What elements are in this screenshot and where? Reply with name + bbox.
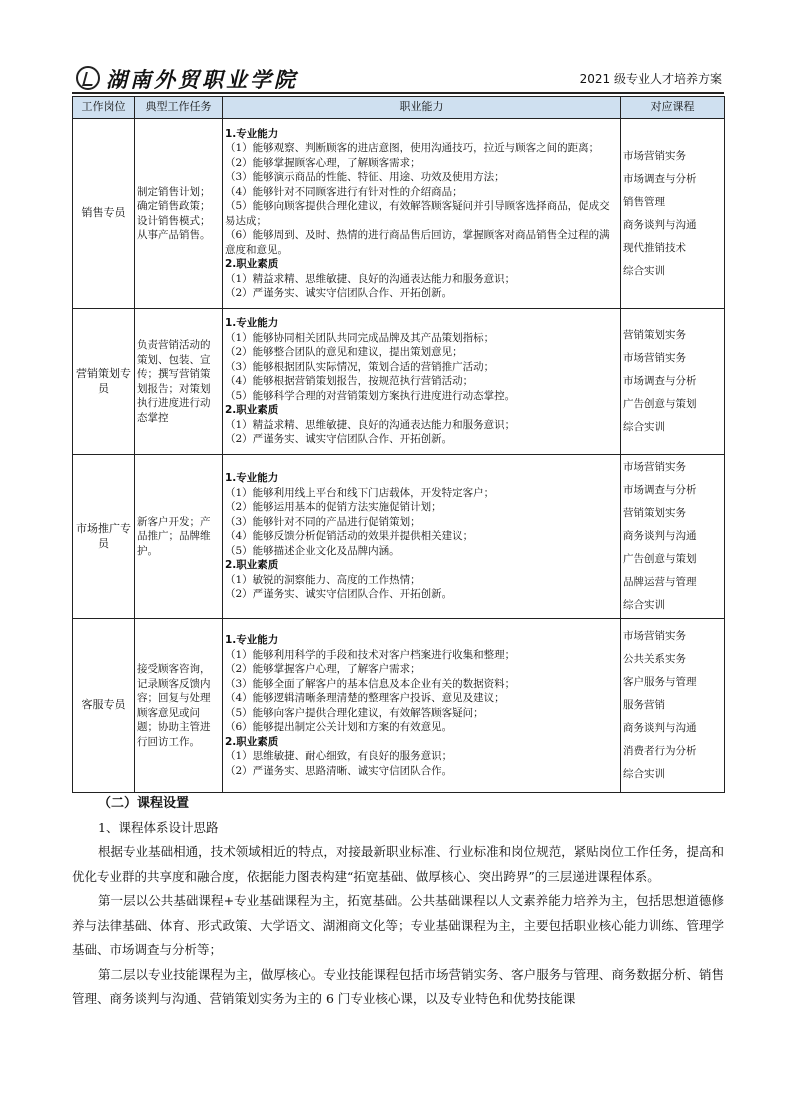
task-cell: 接受顾客咨询，记录顾客反馈内容；回复与处理顾客意见或问题；协助主管进行回访工作。	[135, 619, 223, 793]
course-item: 品牌运营与管理	[623, 576, 697, 588]
course-item: 销售管理	[623, 195, 665, 208]
course-item: 市场调查与分析	[623, 172, 697, 185]
header-divider	[72, 92, 724, 94]
ability-item: （2）严谨务实、诚实守信团队合作、开拓创新。	[225, 588, 453, 601]
ability-item: （2）能够掌握客户心理，了解客户需求；	[225, 663, 421, 675]
course-item: 消费者行为分析	[623, 745, 697, 757]
ability-item: （4）能够反馈分析促销活动的效果并提供相关建议；	[225, 530, 474, 543]
ability-item: （1）敏锐的洞察能力、高度的工作热情；	[225, 573, 421, 586]
table-row	[73, 455, 725, 619]
ability-item: （4）能够逻辑清晰条理清楚的整理客户投诉、意见及建议；	[225, 692, 505, 704]
school-logo-icon	[76, 66, 100, 90]
course-item: 营销策划实务	[623, 507, 686, 519]
ability-section-title: 2.职业素质	[225, 258, 279, 270]
course-item: 市场营销实务	[623, 149, 686, 162]
course-item: 市场调查与分析	[623, 375, 697, 387]
ability-item: （3）能够针对不同的产品进行促销策划；	[225, 515, 421, 528]
ability-item: （2）能够掌握顾客心理，了解顾客需求；	[225, 156, 421, 169]
table-row	[73, 119, 725, 309]
ability-item: （1）思维敏捷、耐心细致，有良好的服务意识；	[225, 750, 453, 762]
ability-item: （6）能够周到、及时、热情的进行商品售后回访，掌握顾客对商品销售全过程的满意度和意见。	[225, 229, 610, 256]
post-cell: 市场推广专员	[73, 455, 135, 619]
course-item: 客户服务与管理	[623, 676, 697, 688]
ability-section-title: 2.职业素质	[225, 559, 279, 572]
ability-item: （2）严谨务实、诚实守信团队合作、开拓创新。	[225, 433, 453, 446]
course-item: 综合实训	[623, 768, 665, 780]
table-header-row	[73, 97, 725, 119]
course-setting-section	[72, 792, 724, 1012]
ability-section-title: 1.专业能力	[225, 634, 279, 646]
course-cell	[621, 309, 725, 455]
table-row	[73, 619, 725, 793]
ability-item: （1）能够观察、判断顾客的进店意图，使用沟通技巧，拉近与顾客之间的距离；	[225, 142, 600, 154]
ability-cell	[223, 455, 621, 619]
course-item: 市场营销实务	[623, 352, 686, 364]
header-task: 典型工作任务	[135, 97, 223, 119]
ability-section-title: 1.专业能力	[225, 127, 279, 140]
school-name: 湖南外贸职业学院	[106, 67, 298, 92]
ability-cell	[223, 619, 621, 793]
ability-section-title: 2.职业素质	[225, 735, 279, 748]
plan-title: 2021 级专业人才培养方案	[579, 72, 722, 86]
paragraph: 根据专业基础相通，技术领域相近的特点，对接最新职业标准、行业标准和岗位规范，紧贴岗位工作任务，提高和优化专业群的共享度和融合度，依据能力图表构建“拓宽基础、做厚核心、突出跨界”的三层递进课程体系。	[72, 844, 724, 884]
ability-item: （2）能够运用基本的促销方法实施促销计划；	[225, 501, 442, 514]
course-item: 综合实训	[623, 421, 665, 433]
course-item: 广告创意与策划	[623, 553, 697, 565]
course-item: 营销策划实务	[623, 329, 686, 341]
ability-item: （5）能够向客户提供合理化建议，有效解答顾客疑问；	[225, 706, 484, 719]
course-item: 综合实训	[623, 264, 665, 277]
ability-item: （5）能够科学合理的对营销策划方案执行进度进行动态掌控。	[225, 389, 516, 402]
section-subheading: 1、课程体系设计思路	[98, 820, 219, 835]
job-ability-table	[72, 96, 725, 793]
post-cell: 客服专员	[73, 619, 135, 793]
ability-section-title: 1.专业能力	[225, 317, 279, 330]
course-item: 市场营销实务	[623, 630, 686, 642]
ability-item: （1）能够利用科学的手段和技术对客户档案进行收集和整理；	[225, 648, 516, 661]
course-item: 市场营销实务	[623, 461, 686, 473]
course-item: 商务谈判与沟通	[623, 530, 697, 542]
task-cell: 制定销售计划；确定销售政策；设计销售模式；从事产品销售。	[135, 119, 223, 309]
course-item: 公共关系实务	[623, 653, 686, 665]
ability-item: （2）能够整合团队的意见和建议，提出策划意见；	[225, 346, 463, 359]
ability-item: （1）能够利用线上平台和线下门店载体，开发特定客户；	[225, 486, 495, 499]
header-post: 工作岗位	[73, 97, 135, 119]
paragraph: 第一层以公共基础课程+专业基础课程为主，拓宽基础。公共基础课程以人文素养能力培养为主，包括思想道德修养与法律基础、体育、形式政策、大学语文、湖湘商文化等；专业基础课程为主，主要包括职业核心能力训练、管理学基础、市场调查与分析等；	[72, 893, 724, 957]
course-item: 现代推销技术	[623, 241, 686, 254]
section-heading: （二）课程设置	[98, 796, 190, 811]
ability-item: （5）能够描述企业文化及品牌内涵。	[225, 544, 400, 557]
course-item: 商务谈判与沟通	[623, 722, 697, 734]
ability-item: （1）精益求精、思维敏捷、良好的沟通表达能力和服务意识；	[225, 418, 516, 431]
header-course: 对应课程	[621, 97, 725, 119]
post-cell: 销售专员	[73, 119, 135, 309]
course-cell	[621, 619, 725, 793]
page-header	[72, 64, 724, 92]
ability-cell	[223, 119, 621, 309]
course-cell	[621, 119, 725, 309]
paragraph: 第二层以专业技能课程为主，做厚核心。专业技能课程包括市场营销实务、客户服务与管理、商务数据分析、销售管理、商务谈判与沟通、营销策划实务为主的 6 门专业核心课，以及专业特色和优势技能课	[72, 966, 724, 1006]
ability-item: （6）能够提出制定公关计划和方案的有效意见。	[225, 721, 453, 733]
task-cell: 负责营销活动的策划、包装、宣传；撰写营销策划报告；对策划执行进度进行动态掌控	[135, 309, 223, 455]
ability-section-title: 2.职业素质	[225, 404, 279, 417]
header-ability: 职业能力	[223, 97, 621, 119]
ability-cell	[223, 309, 621, 455]
ability-item: （2）严谨务实、诚实守信团队合作、开拓创新。	[225, 287, 453, 299]
ability-item: （1）精益求精、思维敏捷、良好的沟通表达能力和服务意识；	[225, 272, 516, 285]
post-cell: 营销策划专员	[73, 309, 135, 455]
ability-item: （4）能够针对不同顾客进行有针对性的介绍商品；	[225, 185, 463, 198]
ability-item: （3）能够全面了解客户的基本信息及本企业有关的数据资料；	[225, 677, 516, 690]
table-row	[73, 309, 725, 455]
task-cell: 新客户开发；产品推广；品牌维护。	[135, 455, 223, 619]
course-item: 综合实训	[623, 599, 665, 611]
course-item: 商务谈判与沟通	[623, 218, 697, 231]
ability-item: （2）严谨务实、思路清晰、诚实守信团队合作。	[225, 764, 453, 777]
ability-item: （3）能够演示商品的性能、特征、用途、功效及使用方法；	[225, 171, 505, 183]
ability-item: （1）能够协同相关团队共同完成品牌及其产品策划指标；	[225, 331, 495, 344]
ability-item: （3）能够根据团队实际情况，策划合适的营销推广活动；	[225, 360, 495, 373]
course-item: 市场调查与分析	[623, 484, 697, 496]
course-cell	[621, 455, 725, 619]
ability-section-title: 1.专业能力	[225, 472, 279, 485]
course-item: 服务营销	[623, 699, 665, 711]
ability-item: （5）能够向顾客提供合理化建议，有效解答顾客疑问并引导顾客选择商品，促成交易达成；	[225, 200, 610, 227]
course-item: 广告创意与策划	[623, 398, 697, 410]
ability-item: （4）能够根据营销策划报告，按规范执行营销活动；	[225, 375, 474, 388]
